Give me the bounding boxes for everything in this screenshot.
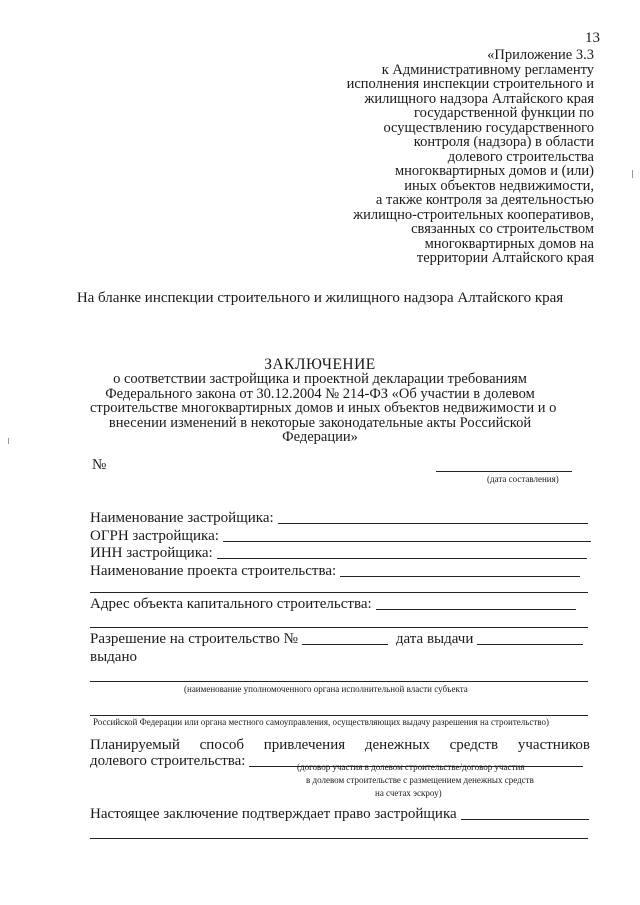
developer-name-field[interactable] (278, 523, 588, 524)
confirm-text: Настоящее заключение подтверждает право застройщика (90, 806, 457, 822)
appendix-line: государственной функции по (414, 105, 594, 121)
planned-method-word: участников (517, 737, 590, 753)
number-label: № (92, 457, 107, 473)
subtitle-line: внесении изменений в некоторые законодательные акты Российской (108, 414, 532, 431)
issued-by-field[interactable] (90, 681, 588, 682)
document-title: ЗАКЛЮЧЕНИЕ (264, 356, 376, 373)
project-name-field-continued[interactable] (90, 592, 588, 593)
issued-by-label: выдано (90, 649, 137, 665)
confirm-field[interactable] (461, 819, 589, 820)
address-label: Адрес объекта капитального строительства: (90, 596, 372, 612)
page-number: 13 (585, 30, 600, 46)
permit-label: Разрешение на строительство № (90, 631, 298, 647)
appendix-line: иных объектов недвижимости, (404, 177, 594, 194)
planned-method-word: привлечения (263, 737, 346, 753)
ogrn-field[interactable] (223, 541, 591, 542)
appendix-line: связанных со строительством (411, 221, 594, 237)
subtitle-line: о соответствии застройщика и проектной декларации требованиям (113, 371, 527, 387)
scan-mark (632, 170, 633, 178)
inn-label: ИНН застройщика: (90, 545, 213, 561)
appendix-line: многоквартирных домов и (или) (395, 163, 594, 179)
authority-caption-1: (наименование уполномоченного органа исполнительной власти субъекта (184, 684, 468, 694)
project-name-row (90, 563, 580, 580)
date-field-line[interactable] (436, 471, 572, 472)
planned-method-label: долевого строительства: (90, 753, 246, 769)
appendix-header (294, 48, 594, 266)
issue-date-label: дата выдачи (395, 631, 474, 647)
authority-caption-2: Российской Федерации или органа местного самоуправления, осуществляющих выдачу разрешения на строительство) (93, 717, 549, 727)
blank-note: На бланке инспекции строительного и жилищного надзора Алтайского края (76, 290, 564, 306)
planned-method-word: денежных (364, 737, 430, 753)
confirm-row (90, 806, 589, 823)
appendix-line: а также контроля за деятельностью (375, 192, 594, 208)
subtitle-line: Федерального закона от 30.12.2004 № 214-ФЗ «Об участии в долевом (105, 385, 535, 402)
appendix-line: многоквартирных домов на (424, 235, 594, 252)
inn-field[interactable] (217, 558, 587, 559)
appendix-line: долевого строительства (447, 148, 594, 165)
ogrn-label: ОГРН застройщика: (90, 528, 219, 544)
planned-method-word: средств (449, 737, 499, 753)
address-row (90, 596, 576, 613)
appendix-line: осуществлению государственного (383, 119, 594, 136)
appendix-line: к Административному регламенту (381, 61, 594, 78)
appendix-line: жилищного надзора Алтайского края (364, 90, 594, 107)
developer-name-row (90, 510, 588, 527)
issue-date-field[interactable] (477, 644, 583, 645)
planned-method-word: Планируемый (90, 737, 180, 753)
appendix-line: территории Алтайского края (416, 250, 594, 266)
date-caption: (дата составления) (487, 474, 559, 484)
appendix-line: контроля (надзора) в области (413, 134, 594, 150)
project-name-label: Наименование проекта строительства: (90, 563, 337, 579)
appendix-line: «Приложение 3.3 (487, 47, 594, 63)
document-subtitle (90, 371, 557, 445)
issued-by-field-continued[interactable] (90, 715, 588, 716)
ogrn-row (90, 528, 591, 545)
developer-name-label: Наименование застройщика: (90, 510, 274, 526)
confirm-field-continued[interactable] (90, 838, 588, 839)
subtitle-line: Федерации» (282, 429, 358, 445)
subtitle-line: строительстве многоквартирных домов и иных объектов недвижимости и о (90, 400, 557, 416)
planned-method-line (90, 737, 590, 754)
inn-row (90, 545, 587, 562)
planned-caption-2: в долевом строительстве с размещением денежных средств (306, 775, 534, 785)
address-field[interactable] (376, 609, 576, 610)
planned-caption-3: на счетах эскроу) (375, 788, 442, 798)
permit-number-field[interactable] (302, 644, 388, 645)
project-name-field[interactable] (340, 576, 580, 577)
address-field-continued[interactable] (90, 627, 588, 628)
appendix-line: жилищно-строительных кооперативов, (353, 206, 594, 223)
permit-row (90, 631, 583, 648)
planned-caption-1: (договор участия в долевом строительстве/договор участия (297, 762, 525, 772)
appendix-line: исполнения инспекции строительного и (346, 76, 594, 92)
planned-method-word: способ (199, 737, 244, 753)
scan-mark (8, 438, 9, 444)
